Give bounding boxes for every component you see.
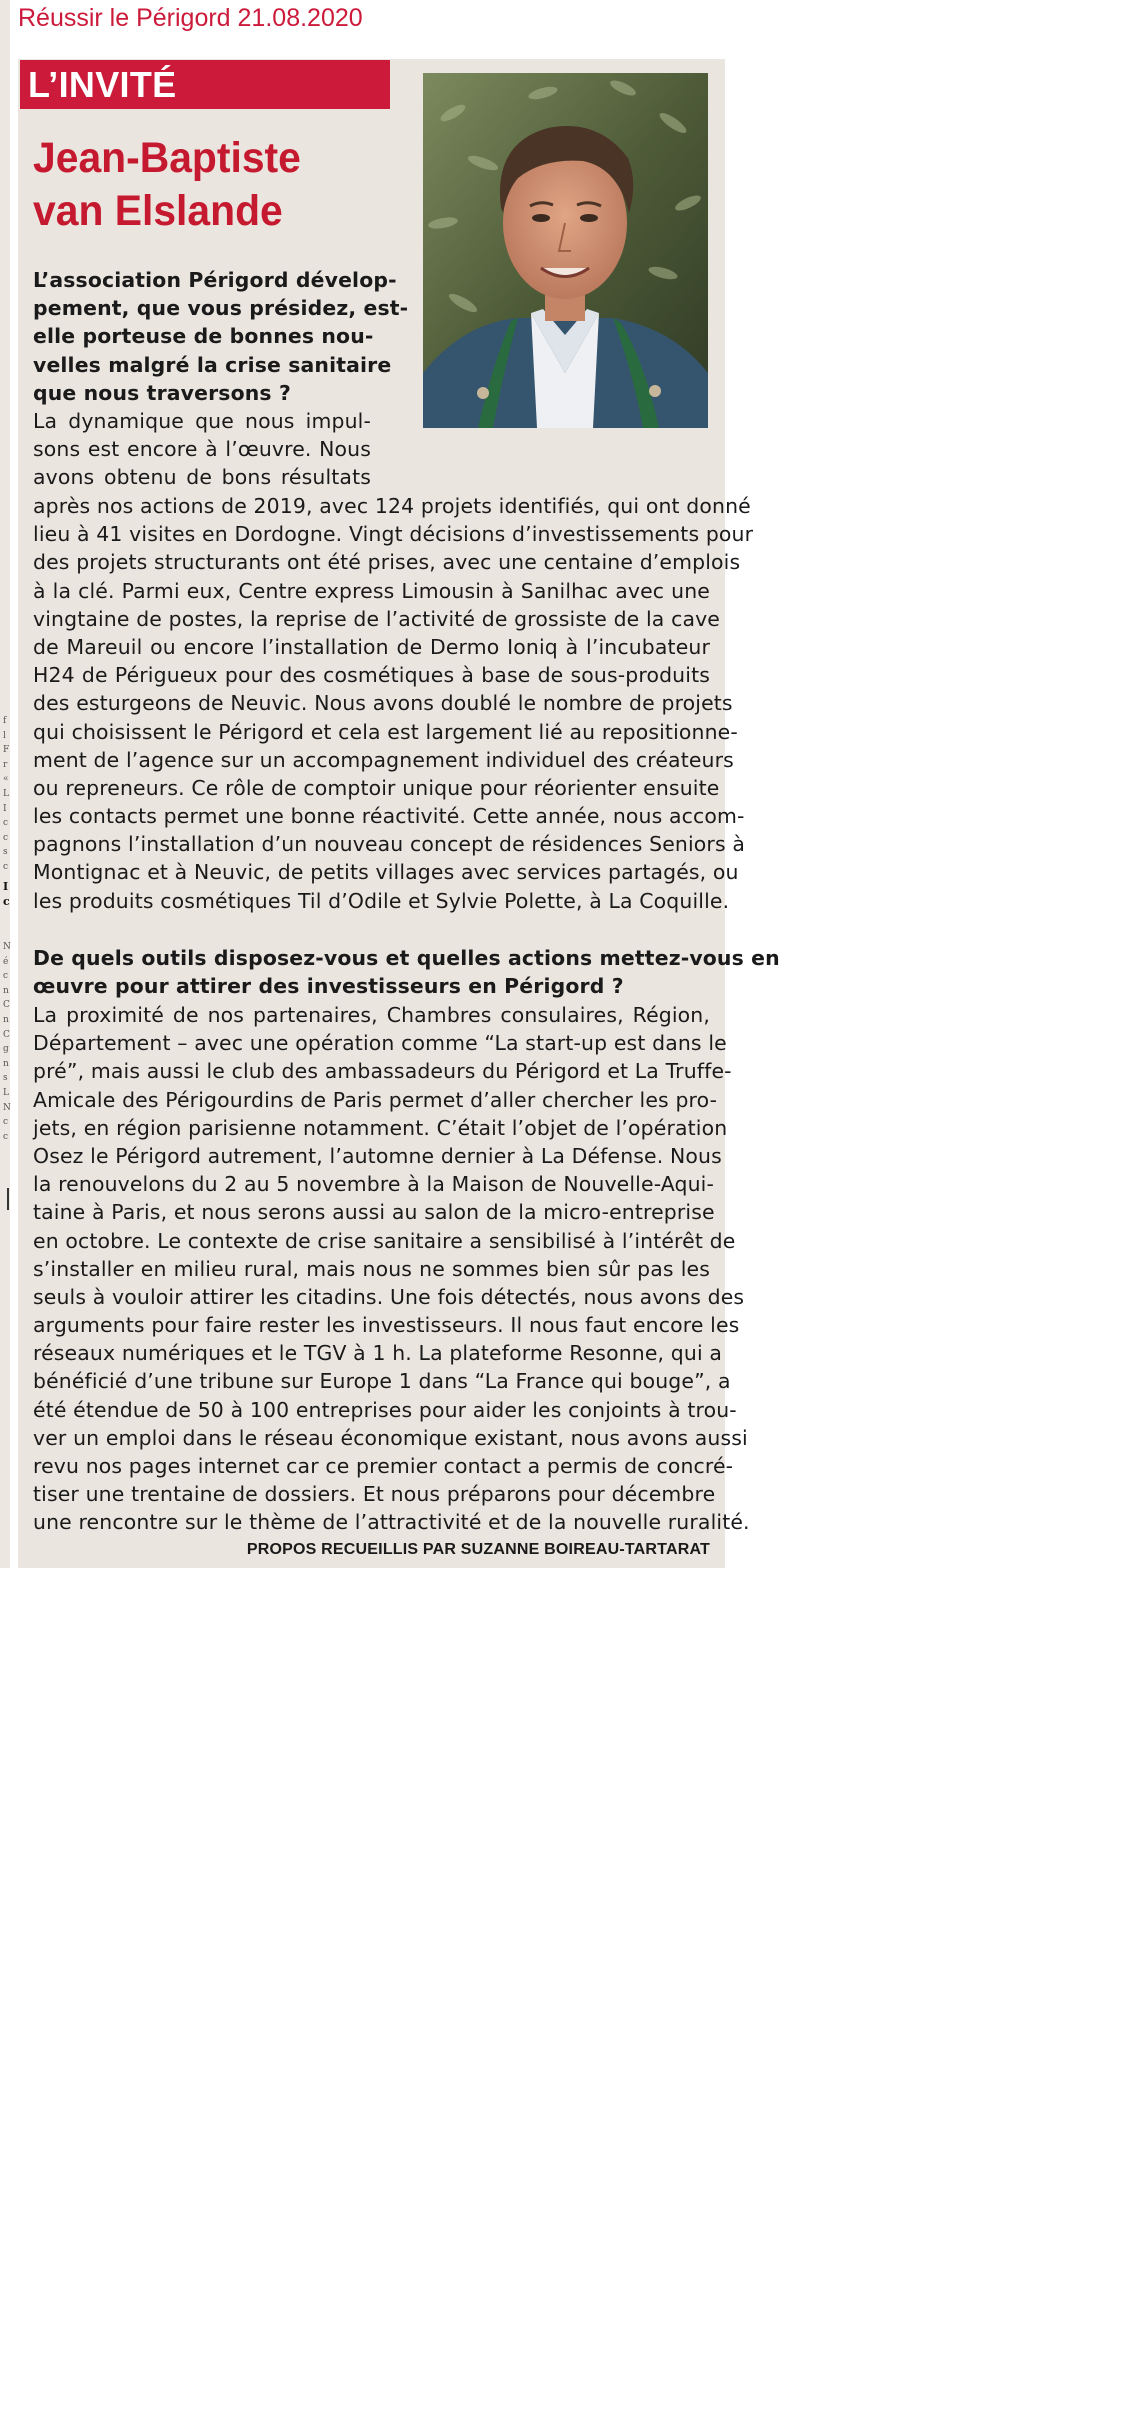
text-line: une rencontre sur le thème de l’attractivité et de la nouvelle ruralité. <box>33 1510 750 1535</box>
fragment-letter: C <box>3 1000 10 1011</box>
answer-2-body <box>33 1001 750 1537</box>
fragment-letter: L <box>3 1087 9 1098</box>
text-line: velles malgré la crise sanitaire <box>33 352 392 377</box>
fragment-letter: r <box>3 759 8 770</box>
fragment-letter: f <box>3 716 7 726</box>
text-line: Amicale des Périgourdins de Paris permet d’aller chercher les pro- <box>33 1087 718 1112</box>
fragment-letter: N <box>3 1102 11 1113</box>
fragment-letter: c <box>3 818 9 829</box>
text-line: à la clé. Parmi eux, Centre express Limousin à Sanilhac avec une <box>33 578 710 603</box>
text-line: L’association Périgord dévelop- <box>33 268 397 292</box>
fragment-letter: c <box>3 894 10 908</box>
fragment-letter: L <box>3 788 9 799</box>
text-line: Département – avec une opération comme “La start-up est dans le <box>33 1031 727 1056</box>
text-line: La dynamique que nous impul- <box>33 409 371 433</box>
fragment-letter: n <box>3 1014 9 1025</box>
text-line: tiser une trentaine de dossiers. Et nous préparons pour décembre <box>33 1482 716 1507</box>
text-line: pré”, mais aussi le club des ambassadeurs du Périgord et La Truffe- <box>33 1059 732 1084</box>
guest-name-line: van Elslande <box>33 187 283 235</box>
text-line: pagnons l’installation d’un nouveau concept de résidences Seniors à <box>33 832 745 857</box>
text-line: s’installer en milieu rural, mais nous ne sommes bien sûr pas les <box>33 1256 710 1281</box>
answer-1-intro <box>33 407 710 492</box>
text-line: La proximité de nos partenaires, Chambres consulaires, Région, <box>33 1003 710 1027</box>
text-line: de Mareuil ou encore l’installation de Dermo Ioniq à l’incubateur <box>33 634 710 659</box>
fragment-letter: n <box>3 985 9 996</box>
guest-name-line: Jean-Baptiste <box>33 134 301 182</box>
text-line: avons obtenu de bons résultats <box>33 465 371 490</box>
text-line: été étendue de 50 à 100 entreprises pour aider les conjoints à trou- <box>33 1397 737 1422</box>
text-line: réseaux numériques et le TGV à 1 h. La plateforme Resonne, qui a <box>33 1341 723 1366</box>
text-line: en octobre. Le contexte de crise sanitaire a sensibilisé à l’intérêt de <box>33 1228 736 1253</box>
text-line: arguments pour faire rester les investisseurs. Il nous faut encore les <box>33 1313 740 1338</box>
question-1 <box>33 266 710 407</box>
section-label-text: L’INVITÉ <box>28 64 177 105</box>
interview-credit: PROPOS RECUEILLIS PAR SUZANNE BOIREAU-TARTARAT <box>246 1541 710 1558</box>
text-line: ou repreneurs. Ce rôle de comptoir unique pour réorienter ensuite <box>33 775 720 800</box>
fragment-letter: l <box>3 730 6 741</box>
text-line: revu nos pages internet car ce premier contact a permis de concré- <box>33 1454 734 1478</box>
text-line: après nos actions de 2019, avec 124 projets identifiés, qui ont donné <box>33 494 751 518</box>
text-line: ment de l’agence sur un accompagnement individuel des créateurs <box>33 747 734 772</box>
text-line: les contacts permet une bonne réactivité. Cette année, nous accom- <box>33 804 745 829</box>
text-line: les produits cosmétiques Til d’Odile et Sylvie Polette, à La Coquille. <box>33 888 730 913</box>
text-line: la renouvelons du 2 au 5 novembre à la Maison de Nouvelle-Aqui- <box>33 1172 714 1197</box>
fragment-letter: s <box>3 847 8 858</box>
text-line: qui choisissent le Périgord et cela est largement lié au repositionne- <box>33 719 738 744</box>
text-line: sons est encore à l’œuvre. Nous <box>33 437 371 462</box>
text-line: elle porteuse de bonnes nou- <box>33 324 374 349</box>
text-line: seuls à vouloir attirer les citadins. Une fois détectés, nous avons des <box>33 1284 745 1309</box>
text-line: des esturgeons de Neuvic. Nous avons doublé le nombre de projets <box>33 691 733 716</box>
adjacent-column-fragment-bottom <box>3 940 13 1144</box>
text-line: que nous traversons ? <box>33 380 291 405</box>
fragment-letter: « <box>3 774 9 785</box>
text-line: De quels outils disposez-vous et quelles actions mettez-vous en <box>33 946 780 970</box>
fragment-letter: c <box>3 1117 9 1128</box>
adjacent-column-fragment-bold <box>3 880 13 909</box>
text-line: jets, en région parisienne notamment. C’était l’objet de l’opération <box>33 1115 728 1140</box>
fragment-letter: c <box>3 1131 9 1142</box>
fragment-letter: I <box>3 880 9 893</box>
adjacent-column-fragment-top <box>3 714 13 875</box>
guest-name <box>33 132 375 238</box>
fragment-letter: g <box>3 1044 9 1055</box>
text-line: œuvre pour attirer des investisseurs en Périgord ? <box>33 974 624 999</box>
fragment-letter: I <box>3 803 7 814</box>
text-line: ver un emploi dans le réseau économique existant, nous avons aussi <box>33 1425 748 1450</box>
fragment-letter: c <box>3 861 9 872</box>
text-line: H24 de Périgueux pour des cosmétiques à base de sous-produits <box>33 663 710 688</box>
fragment-letter: c <box>3 832 9 843</box>
adjacent-column-rule <box>7 1188 9 1210</box>
fragment-letter: é <box>3 956 9 967</box>
fragment-letter: C <box>3 1029 10 1040</box>
fragment-letter: N <box>3 942 11 952</box>
text-line: vingtaine de postes, la reprise de l’activité de grossiste de la cave <box>33 606 721 631</box>
text-line: bénéficié d’une tribune sur Europe 1 dans “La France qui bouge”, a <box>33 1369 731 1394</box>
text-line: Osez le Périgord autrement, l’automne dernier à La Défense. Nous <box>33 1143 722 1168</box>
fragment-letter: c <box>3 971 9 982</box>
text-line: lieu à 41 visites en Dordogne. Vingt décisions d’investissements pour <box>33 522 754 547</box>
question-2 <box>33 944 780 1000</box>
fragment-letter: n <box>3 1058 9 1069</box>
source-header: Réussir le Périgord 21.08.2020 <box>18 4 363 32</box>
text-line: taine à Paris, et nous serons aussi au salon de la micro-entreprise <box>33 1200 715 1225</box>
text-line: Montignac et à Neuvic, de petits villages avec services partagés, ou <box>33 860 739 885</box>
section-label <box>20 60 390 109</box>
fragment-letter: F <box>3 745 10 756</box>
fragment-letter: s <box>3 1073 8 1084</box>
text-line: pement, que vous présidez, est- <box>33 296 409 321</box>
text-line: des projets structurants ont été prises, avec une centaine d’emplois <box>33 550 741 575</box>
answer-1-body <box>33 492 754 915</box>
